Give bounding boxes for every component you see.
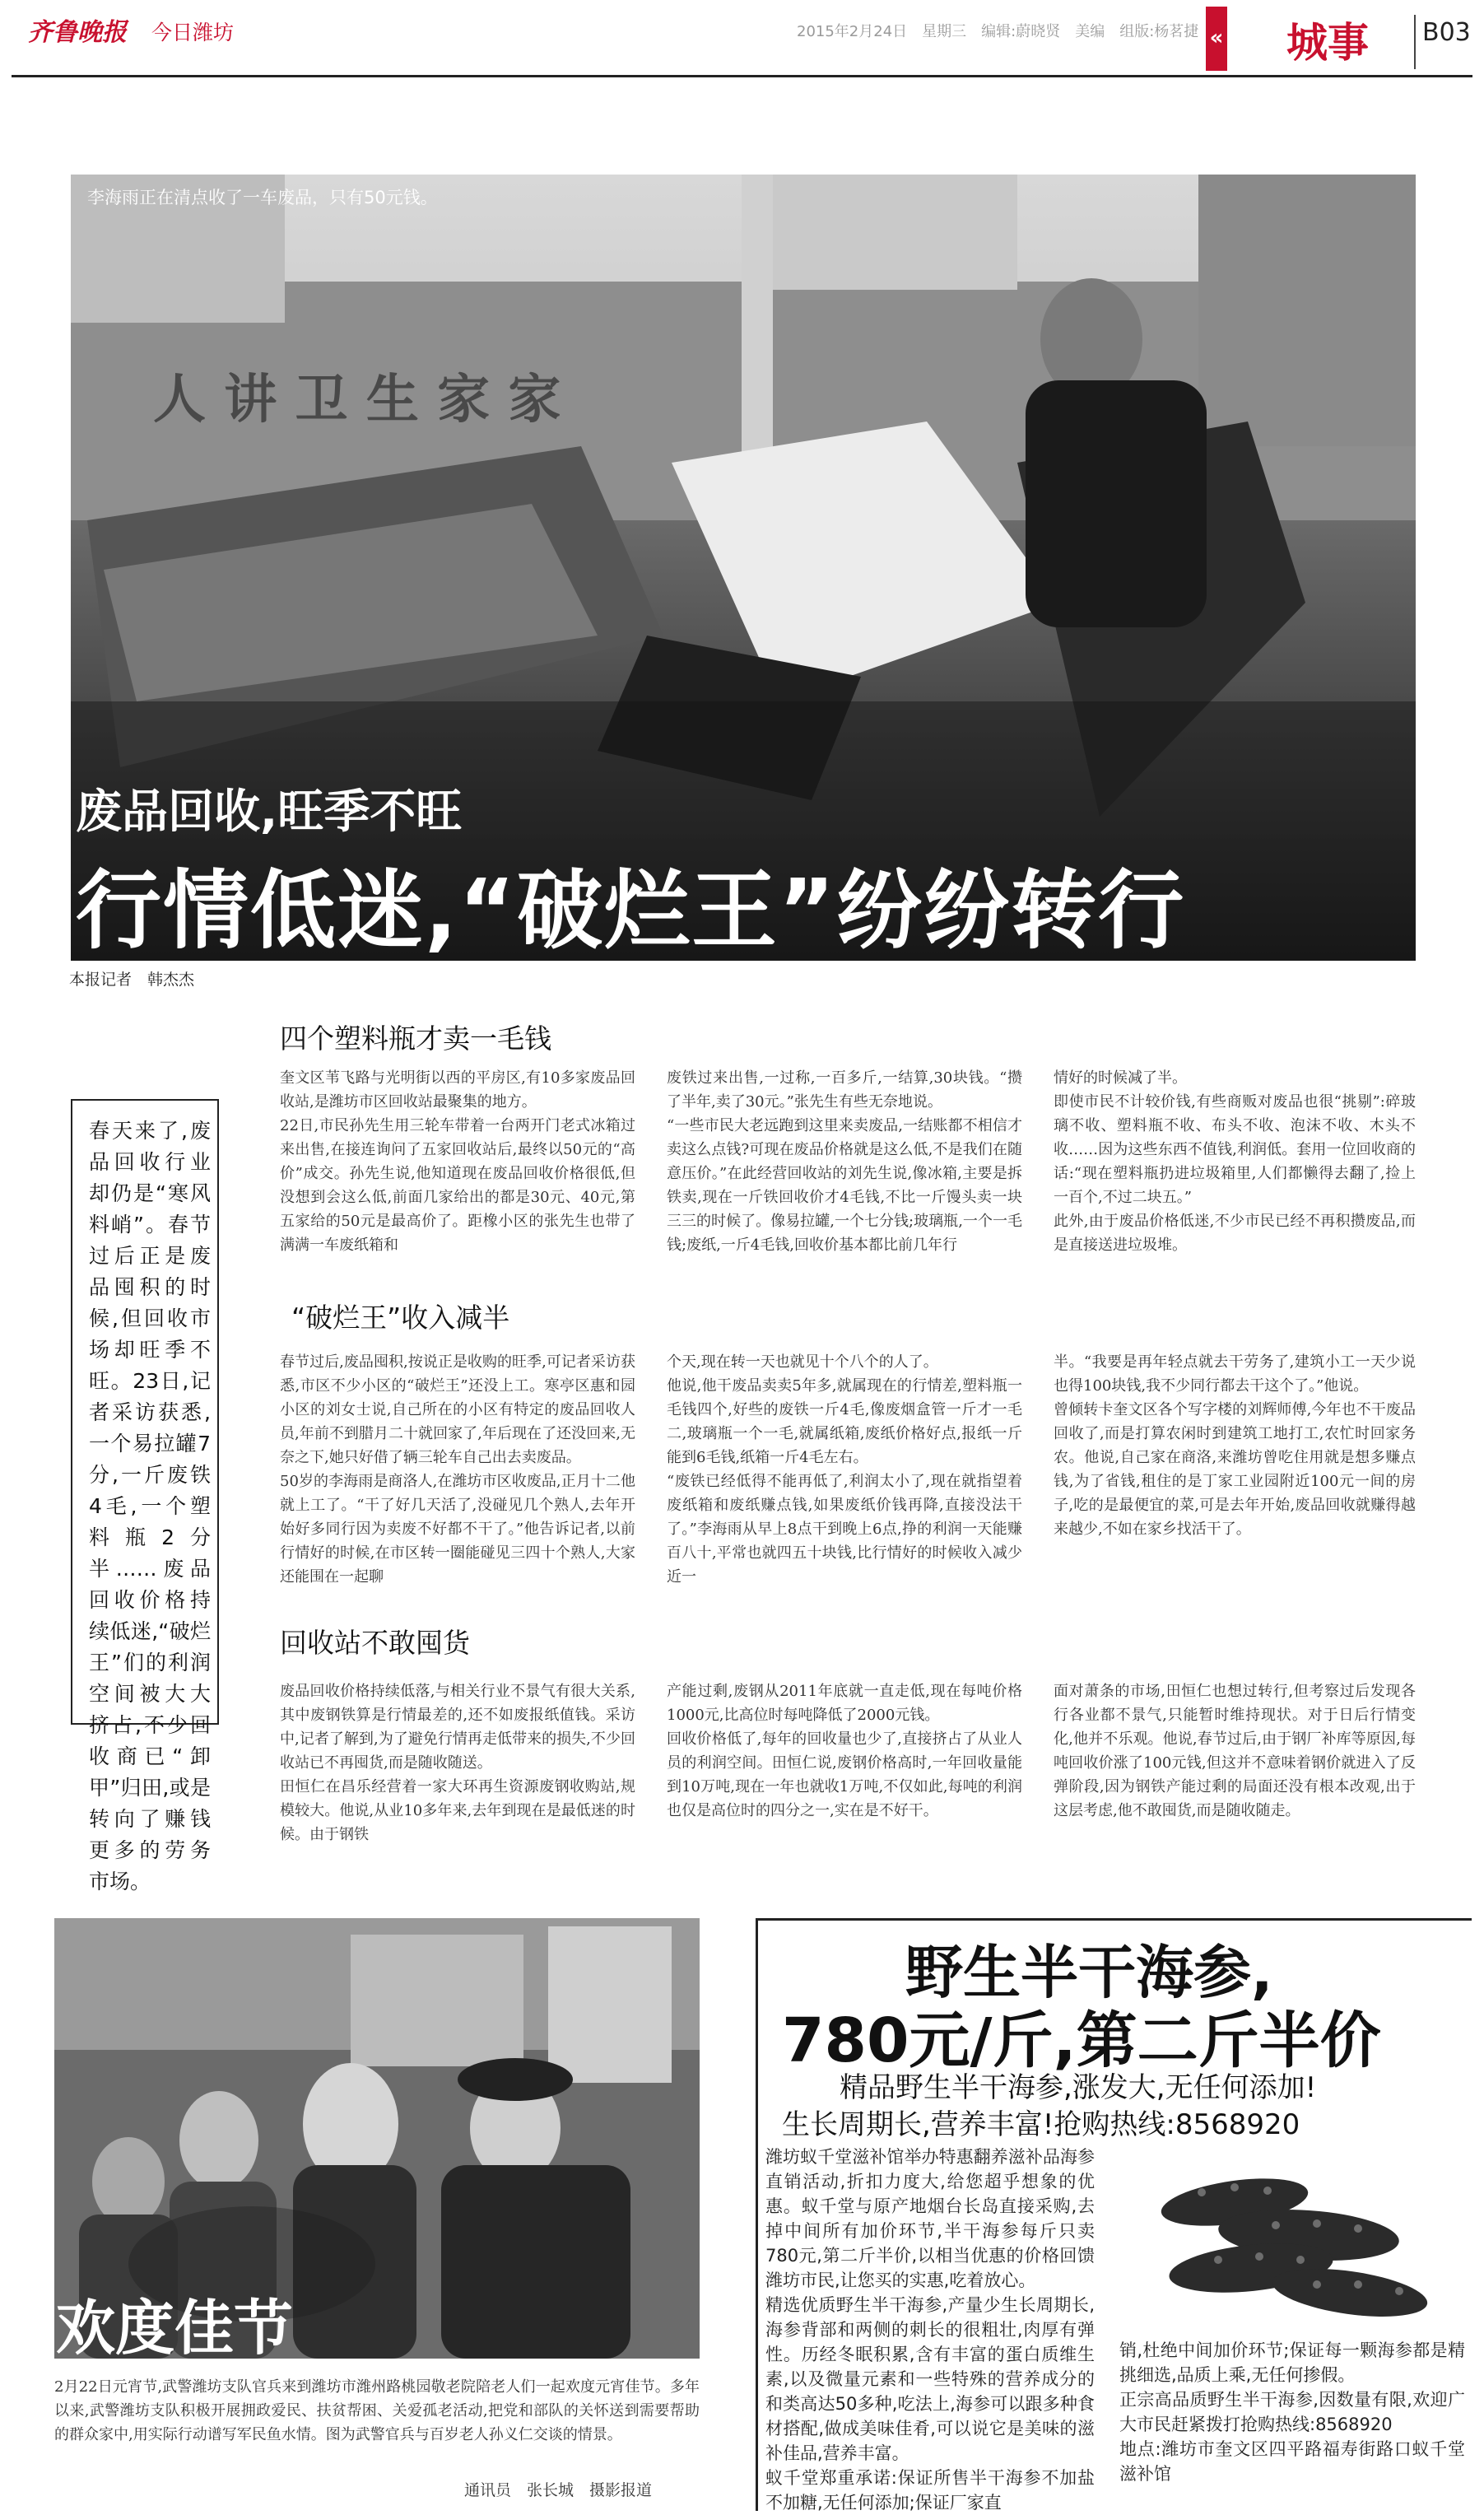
subheading-no-stockpiling: 回收站不敢囤货 bbox=[280, 1627, 470, 1659]
article-column: 春节过后,废品囤积,按说正是收购的旺季,可记者采访获悉,市区不少小区的“破烂王”还没上工。寒亭区惠和园小区的刘女士说,自己所在的小区有特定的废品回收人员,年前不到腊月二十就回家了,年后现在了还没回来,无奈之下,她只好借了辆三轮车自己出去卖废品。 50岁的李海雨是商洛人,在潍坊市区收废品,正月十二他就上工了。“干了好几天活了,没碰见几个熟人,去年开始好多同行因为卖废不好都不干了。”他告诉记者,以前行情好的时候,在市区转一圈能碰见三四十个熟人,大家还能围在一起聊 bbox=[280, 1353, 635, 1586]
sea-cucumber-illustration bbox=[1111, 2145, 1457, 2334]
byline: 本报记者 韩杰杰 bbox=[69, 971, 195, 989]
wall-slogan: 人 讲 卫 生 家 家 bbox=[153, 370, 561, 431]
article-column: 情好的时候减了半。 即使市民不计较价钱,有些商贩对废品也很“挑剔”:碎玻璃不收、塑料瓶不收、布头不收、泡沫不收、木头不收……因为这些东西不值钱,利润低。套用一位回收商的话:“现在塑料瓶扔进垃圾箱里,人们都懒得去翻了,捡上一百个,不过二块五。” 此外,由于废品价格低迷,不少市民已经不再积攒废品,而是直接送进垃圾堆。 bbox=[1054, 1069, 1416, 1254]
article-column: 面对萧条的市场,田恒仁也想过转行,但考察过后发现各行各业都不景气,只能暂时维持现状。对于日后行情变化,他并不乐观。他说,春节过后,由于钢厂补库等原因,每吨回收价涨了100元钱,但这并不意味着钢价就进入了反弹阶段,因为钢铁产能过剩的局面还没有根本改观,出于这层考虑,他不敢囤货,而是随收随走。 bbox=[1054, 1683, 1416, 1819]
festival-photo-caption: 2月22日元宵节,武警潍坊支队官兵来到潍坊市潍州路桃园敬老院陪老人们一起欢度元宵佳节。多年以来,武警潍坊支队积极开展拥政爱民、扶贫帮困、关爱孤老活动,把党和部队的关怀送到需要帮助的群众家中,用实际行动谱写军民鱼水情。图为武警官兵与百岁老人孙义仁交谈的情景。 bbox=[54, 2378, 700, 2443]
page-header bbox=[0, 0, 1484, 79]
sea-cucumber-image bbox=[1111, 2145, 1457, 2334]
photo-credit: 通讯员 张长城 摄影报道 bbox=[464, 2481, 653, 2499]
ad-body-text: 潍坊蚁千堂滋补馆举办特惠翻养滋补品海参直销活动,折扣力度大,给您超乎想象的优惠。蚁千堂与原产地烟台长岛直接采购,去掉中间所有加价环节,半干海参每斤只卖780元,第二斤半价,以相当优惠的价格回馈潍坊市民,让您买的实惠,吃着放心。 精选优质野生半干海参,产量少生长周期长,海参背部和两侧的刺长的很粗壮,肉厚有弹性。历经冬眠积累,含有丰富的蛋白质维生素,以及微量元素和一些特殊的营养成分的和类高达50多种,吃法上,海参可以跟多种食材搭配,做成美味佳肴,可以说它是美味的滋补佳品,营养丰富。 蚁千堂郑重承诺:保证所售半干海参不加盐不加糖,无任何添加;保证厂家直 bbox=[765, 2147, 1095, 2513]
hero-photo bbox=[71, 175, 1416, 961]
article-column: 半。“我要是再年轻点就去干劳务了,建筑小工一天少说也得100块钱,我不少同行都去干这个了。”他说。 曾倾转卡奎文区各个写字楼的刘辉师傅,今年也不干废品回收了,而是打算农闲时到建筑工地打工,农忙时回家务农。他说,自己家在商洛,来潍坊曾吃住用就是想多赚点钱,为了省钱,租住的是丁家工业园附近100元一间的房子,吃的是最便宜的菜,可是去年开始,废品回收就赚得越来越少,不如在家乡找活干了。 bbox=[1054, 1353, 1416, 1538]
article-column: 废铁过来出售,一过称,一百多斤,一结算,30块钱。“攒了半年,卖了30元。”张先生有些无奈地说。 “一些市民大老远跑到这里来卖废品,一结账都不相信才卖这么点钱?可现在废品价格就是这么低,不是我们在随意压价。”在此经营回收站的刘先生说,像冰箱,主要是拆铁卖,现在一斤铁回收价才4毛钱,不比一斤馒头卖一块三三的时候了。像易拉罐,一个七分钱;玻璃瓶,一个一毛钱;废纸,一斤4毛钱,回收价基本都比前几年行 bbox=[667, 1069, 1022, 1254]
ad-subtitle: 精品野生半干海参,涨发大,无任何添加! bbox=[840, 2071, 1317, 2104]
article-column: 废品回收价格持续低落,与相关行业不景气有很大关系,其中废钢铁算是行情最差的,还不如废报纸值钱。采访中,记者了解到,为了避免行情再走低带来的损失,不少回收站已不再囤货,而是随收随送。 田恒仁在昌乐经营着一家大环再生资源废钢收购站,规模较大。他说,从业10多年来,去年到现在是最低迷的时候。由于钢铁 bbox=[280, 1683, 635, 1843]
article-column: 奎文区苇飞路与光明街以西的平房区,有10多家废品回收站,是潍坊市区回收站最聚集的地方。 22日,市民孙先生用三轮车带着一台两开门老式冰箱过来出售,在接连询问了五家回收站后,最终以50元的“高价”成交。孙先生说,他知道现在废品回收价格很低,但没想到会这么低,前面几家给出的都是30元、40元,第五家给的50元是最高价了。距橡小区的张先生也带了满满一车废纸箱和 bbox=[280, 1069, 635, 1254]
page-number: B03 bbox=[1422, 18, 1471, 47]
section-name: 城事 bbox=[1286, 19, 1369, 67]
article-column: 个天,现在转一天也就见十个八个的人了。 他说,他干废品卖卖5年多,就属现在的行情差,塑料瓶一毛钱四个,好些的废铁一斤4毛,像废烟盒管一斤才一毛二,玻璃瓶一个一毛,就属纸箱,废纸价格好点,报纸一斤能到6毛钱,纸箱一斤4毛左右。 “废铁已经低得不能再低了,利润太小了,现在就指望着废纸箱和废纸赚点钱,如果废纸价钱再降,直接没法干了。”李海雨从早上8点干到晚上6点,挣的利润一天能赚百八十,平常也就四五十块钱,比行情好的时候收入减少近一 bbox=[667, 1353, 1022, 1586]
ad-price-headline: 780元/斤,第二斤半价 bbox=[782, 2005, 1381, 2076]
ad-contact-text: 销,杜绝中间加价环节;保证每一颗海参都是精挑细选,品质上乘,无任何掺假。 正宗高品质野生半干海参,因数量有限,欢迎广大市民赶紧拨打抢购热线:8568920 地点:潍坊市奎文区四平路福寿街路口蚁千堂滋补馆 bbox=[1119, 2340, 1465, 2484]
header-divider bbox=[1414, 15, 1416, 69]
summary-text: 春天来了,废品回收行业却仍是“寒风料峭”。春节过后正是废品囤积的时候,但回收市场却旺季不旺。23日,记者采访获悉,一个易拉罐7分,一斤废铁4毛,一个塑料瓶2分半……废品回收价格持续低迷,“破烂王”们的利润空间被大大挤占,不少回收商已“卸甲”归田,或是转向了赚钱更多的劳务市场。 bbox=[89, 1119, 211, 1893]
ad-hotline: 生长周期长,营养丰富!抢购热线:8568920 bbox=[782, 2108, 1300, 2141]
header-rule bbox=[12, 75, 1472, 77]
article-column: 产能过剩,废钢从2011年底就一直走低,现在每吨价格1000元,比高位时每吨降低了2000元钱。 回收价格低了,每年的回收量也少了,直接挤占了从业人员的利润空间。田恒仁说,废钢价格高时,一年回收量能到10万吨,现在一年也就收1万吨,不仅如此,每吨的利润也仅是高位时的四分之一,实在是不好干。 bbox=[667, 1683, 1022, 1819]
subheading-income-halved: “破烂王”收入减半 bbox=[291, 1302, 510, 1334]
hero-caption: 李海雨正在清点收了一车废品，只有50元钱。 bbox=[87, 188, 438, 207]
chevron-left-icon: « bbox=[1209, 26, 1224, 50]
festival-photo-title: 欢度佳节 bbox=[56, 2294, 294, 2363]
section-tag: 今日潍坊 bbox=[151, 21, 235, 44]
main-headline: 行情低迷,“破烂王”纷纷转行 bbox=[76, 860, 1186, 961]
dateline: 2015年2月24日 星期三 编辑:蔚晓贤 美编 组版:杨茗捷 bbox=[797, 23, 1199, 40]
newspaper-logo: 齐鲁晚报 bbox=[28, 18, 127, 47]
kicker-headline: 废品回收,旺季不旺 bbox=[76, 785, 463, 839]
ad-title: 野生半干海参, bbox=[905, 1939, 1273, 2006]
festival-photo bbox=[54, 1918, 700, 2363]
subheading-plastic-bottles: 四个塑料瓶才卖一毛钱 bbox=[280, 1022, 551, 1055]
